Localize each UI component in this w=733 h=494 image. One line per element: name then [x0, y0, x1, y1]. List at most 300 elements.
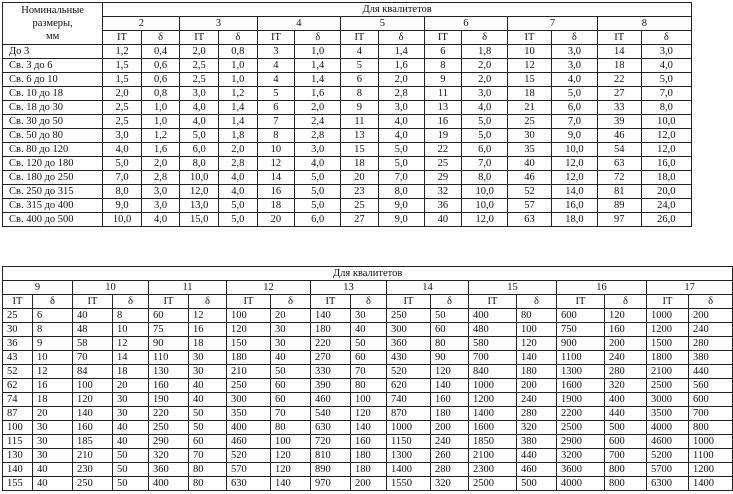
- it-value-cell: 4000: [557, 477, 605, 491]
- delta-column-header: δ: [33, 295, 73, 309]
- it-column-header: IT: [508, 31, 552, 45]
- delta-value-cell: 380: [689, 351, 733, 365]
- grade-header: 14: [387, 281, 469, 295]
- size-range-cell: Св. 120 до 180: [3, 157, 103, 171]
- it-value-cell: 10,0: [103, 213, 142, 227]
- it-value-cell: 1400: [387, 463, 431, 477]
- delta-value-cell: 1,4: [219, 115, 258, 129]
- it-value-cell: 20: [341, 171, 379, 185]
- delta-value-cell: 240: [517, 393, 557, 407]
- grade-group-header: Для квалитетов: [103, 3, 692, 17]
- it-value-cell: 2500: [557, 421, 605, 435]
- it-value-cell: 8,0: [103, 185, 142, 199]
- table-row: [3, 365, 733, 379]
- delta-value-cell: 80: [271, 421, 311, 435]
- size-range-cell: Св. 6 до 10: [3, 73, 103, 87]
- delta-column-header: δ: [141, 31, 180, 45]
- it-value-cell: 18: [257, 199, 295, 213]
- it-value-cell: 700: [469, 351, 517, 365]
- it-value-cell: 33: [597, 101, 641, 115]
- grade-header: 10: [73, 281, 149, 295]
- delta-value-cell: 10,0: [462, 185, 508, 199]
- grade-header: 11: [149, 281, 227, 295]
- table-row: [3, 435, 733, 449]
- it-value-cell: 6300: [647, 477, 689, 491]
- delta-value-cell: 160: [605, 323, 647, 337]
- delta-value-cell: 4,0: [462, 101, 508, 115]
- delta-value-cell: 2,8: [141, 171, 180, 185]
- it-value-cell: 740: [387, 393, 431, 407]
- it-value-cell: 3200: [557, 449, 605, 463]
- it-value-cell: 2100: [647, 365, 689, 379]
- grade-header: 4: [257, 17, 340, 31]
- header-row-subcolumns: [3, 31, 692, 45]
- size-range-cell: Св. 50 до 80: [3, 129, 103, 143]
- header-row-group: [3, 3, 692, 17]
- delta-value-cell: 80: [189, 477, 227, 491]
- it-value-cell: 10: [508, 45, 552, 59]
- delta-value-cell: 280: [689, 337, 733, 351]
- delta-value-cell: 10: [33, 351, 73, 365]
- it-value-cell: 870: [387, 407, 431, 421]
- delta-value-cell: 200: [605, 337, 647, 351]
- it-value-cell: 250: [387, 309, 431, 323]
- delta-value-cell: 600: [605, 435, 647, 449]
- delta-value-cell: 60: [431, 323, 469, 337]
- it-value-cell: 970: [311, 477, 351, 491]
- it-value-cell: 14: [257, 171, 295, 185]
- it-value-cell: 1400: [469, 407, 517, 421]
- it-value-cell: 10: [257, 143, 295, 157]
- grade-header: 5: [341, 17, 424, 31]
- delta-value-cell: 100: [271, 435, 311, 449]
- it-value-cell: 1800: [647, 351, 689, 365]
- size-range-cell: Св. 180 до 250: [3, 171, 103, 185]
- delta-value-cell: 4,0: [641, 59, 691, 73]
- it-value-cell: 27: [597, 87, 641, 101]
- tolerance-table-grades-2-8: [2, 2, 692, 227]
- delta-value-cell: 50: [351, 337, 387, 351]
- delta-value-cell: 80: [189, 463, 227, 477]
- size-range-cell: Св. 315 до 400: [3, 199, 103, 213]
- it-value-cell: 1600: [469, 421, 517, 435]
- delta-value-cell: 320: [517, 421, 557, 435]
- size-range-cell: Св. 10 до 18: [3, 87, 103, 101]
- it-value-cell: 2300: [469, 463, 517, 477]
- delta-value-cell: 440: [689, 365, 733, 379]
- delta-value-cell: 50: [271, 365, 311, 379]
- delta-value-cell: 4,0: [378, 115, 424, 129]
- size-range-cell: Св. 250 до 315: [3, 185, 103, 199]
- it-value-cell: 810: [311, 449, 351, 463]
- delta-value-cell: 16,0: [551, 199, 597, 213]
- it-value-cell: 400: [227, 421, 271, 435]
- it-value-cell: 360: [149, 463, 189, 477]
- delta-value-cell: 8,0: [378, 185, 424, 199]
- corner-label-line: Номинальные: [21, 5, 84, 16]
- delta-value-cell: 3,0: [141, 185, 180, 199]
- delta-value-cell: 1200: [689, 463, 733, 477]
- delta-value-cell: 16,0: [641, 157, 691, 171]
- delta-value-cell: 9,0: [378, 213, 424, 227]
- delta-value-cell: 5,0: [295, 171, 341, 185]
- it-value-cell: 60: [149, 309, 189, 323]
- it-column-header: IT: [387, 295, 431, 309]
- delta-value-cell: 120: [271, 449, 311, 463]
- delta-value-cell: 1,0: [219, 73, 258, 87]
- delta-value-cell: 80: [517, 309, 557, 323]
- delta-value-cell: 30: [351, 309, 387, 323]
- it-value-cell: 3,0: [103, 129, 142, 143]
- it-value-cell: 18: [341, 157, 379, 171]
- delta-value-cell: 500: [605, 421, 647, 435]
- delta-value-cell: 0,6: [141, 59, 180, 73]
- delta-value-cell: 6: [33, 309, 73, 323]
- it-value-cell: 12: [257, 157, 295, 171]
- it-value-cell: 5,0: [103, 157, 142, 171]
- it-value-cell: 12: [508, 59, 552, 73]
- delta-value-cell: 12,0: [641, 143, 691, 157]
- it-value-cell: 1150: [387, 435, 431, 449]
- delta-value-cell: 8: [113, 309, 149, 323]
- it-value-cell: 1000: [647, 309, 689, 323]
- it-value-cell: 9,0: [103, 199, 142, 213]
- it-value-cell: 220: [149, 407, 189, 421]
- delta-value-cell: 1,2: [219, 87, 258, 101]
- delta-value-cell: 180: [517, 365, 557, 379]
- delta-value-cell: 12,0: [551, 157, 597, 171]
- it-value-cell: 54: [597, 143, 641, 157]
- delta-value-cell: 9: [33, 337, 73, 351]
- it-value-cell: 7: [257, 115, 295, 129]
- it-value-cell: 2100: [469, 449, 517, 463]
- it-value-cell: 25: [424, 157, 462, 171]
- it-value-cell: 320: [149, 449, 189, 463]
- table-row: [3, 393, 733, 407]
- table-row: [3, 337, 733, 351]
- delta-value-cell: 7,0: [378, 171, 424, 185]
- it-value-cell: 220: [311, 337, 351, 351]
- delta-value-cell: 1,4: [219, 101, 258, 115]
- it-value-cell: 160: [73, 421, 113, 435]
- it-value-cell: 97: [597, 213, 641, 227]
- grade-header: 13: [311, 281, 387, 295]
- it-value-cell: 84: [73, 365, 113, 379]
- it-value-cell: 4: [257, 59, 295, 73]
- delta-value-cell: 8,0: [462, 171, 508, 185]
- delta-value-cell: 120: [517, 337, 557, 351]
- grade-group-header: Для квалитетов: [3, 267, 733, 281]
- delta-value-cell: 50: [431, 309, 469, 323]
- it-value-cell: 190: [149, 393, 189, 407]
- it-value-cell: 48: [73, 323, 113, 337]
- it-value-cell: 520: [387, 365, 431, 379]
- delta-value-cell: 3,0: [378, 101, 424, 115]
- size-range-cell: Св. 80 до 120: [3, 143, 103, 157]
- it-column-header: IT: [73, 295, 113, 309]
- delta-value-cell: 440: [605, 407, 647, 421]
- it-value-cell: 8: [341, 87, 379, 101]
- delta-value-cell: 5,0: [295, 199, 341, 213]
- it-value-cell: 155: [3, 477, 33, 491]
- it-value-cell: 750: [557, 323, 605, 337]
- delta-value-cell: 7,0: [551, 115, 597, 129]
- delta-value-cell: 1,4: [378, 45, 424, 59]
- it-value-cell: 46: [508, 171, 552, 185]
- delta-value-cell: 1100: [689, 449, 733, 463]
- it-value-cell: 180: [311, 323, 351, 337]
- it-value-cell: 4: [257, 73, 295, 87]
- it-value-cell: 43: [3, 351, 33, 365]
- delta-value-cell: 0,4: [141, 45, 180, 59]
- delta-value-cell: 2,8: [295, 129, 341, 143]
- delta-value-cell: 30: [271, 323, 311, 337]
- it-column-header: IT: [103, 31, 142, 45]
- it-value-cell: 40: [73, 309, 113, 323]
- it-column-header: IT: [557, 295, 605, 309]
- delta-value-cell: 50: [189, 407, 227, 421]
- it-column-header: IT: [227, 295, 271, 309]
- delta-value-cell: 120: [351, 407, 387, 421]
- delta-value-cell: 2,4: [295, 115, 341, 129]
- it-value-cell: 230: [73, 463, 113, 477]
- it-value-cell: 5200: [647, 449, 689, 463]
- delta-value-cell: 1000: [689, 435, 733, 449]
- delta-value-cell: 2,0: [462, 73, 508, 87]
- size-range-cell: До 3: [3, 45, 103, 59]
- delta-value-cell: 180: [431, 407, 469, 421]
- delta-value-cell: 50: [113, 449, 149, 463]
- header-row-subcolumns: [3, 295, 733, 309]
- delta-value-cell: 600: [689, 393, 733, 407]
- delta-value-cell: 1,0: [141, 115, 180, 129]
- table-row: [3, 477, 733, 491]
- delta-value-cell: 160: [431, 393, 469, 407]
- delta-value-cell: 4,0: [295, 157, 341, 171]
- delta-value-cell: 1,8: [462, 45, 508, 59]
- it-value-cell: 2500: [469, 477, 517, 491]
- it-value-cell: 3000: [647, 393, 689, 407]
- delta-value-cell: 200: [517, 379, 557, 393]
- delta-value-cell: 1,0: [141, 101, 180, 115]
- delta-value-cell: 20: [113, 379, 149, 393]
- delta-value-cell: 560: [689, 379, 733, 393]
- size-range-cell: Св. 30 до 50: [3, 115, 103, 129]
- it-value-cell: 1000: [469, 379, 517, 393]
- delta-value-cell: 20: [33, 407, 73, 421]
- it-value-cell: 58: [73, 337, 113, 351]
- delta-value-cell: 40: [33, 477, 73, 491]
- it-value-cell: 40: [508, 157, 552, 171]
- it-value-cell: 4: [341, 45, 379, 59]
- delta-value-cell: 18: [33, 393, 73, 407]
- delta-value-cell: 4,0: [378, 129, 424, 143]
- it-value-cell: 2,5: [180, 73, 219, 87]
- header-row-grades: [3, 281, 733, 295]
- it-value-cell: 300: [387, 323, 431, 337]
- delta-value-cell: 4,0: [219, 185, 258, 199]
- it-column-header: IT: [311, 295, 351, 309]
- delta-value-cell: 80: [351, 379, 387, 393]
- delta-value-cell: 5,0: [551, 87, 597, 101]
- it-value-cell: 2,5: [103, 115, 142, 129]
- it-value-cell: 4,0: [180, 115, 219, 129]
- it-value-cell: 9: [341, 101, 379, 115]
- table-row: [3, 185, 692, 199]
- delta-value-cell: 2,8: [219, 157, 258, 171]
- delta-value-cell: 14,0: [551, 185, 597, 199]
- delta-value-cell: 12,0: [551, 171, 597, 185]
- it-value-cell: 57: [508, 199, 552, 213]
- delta-value-cell: 70: [271, 407, 311, 421]
- table-row: [3, 407, 733, 421]
- delta-value-cell: 10,0: [551, 143, 597, 157]
- table-row: [3, 171, 692, 185]
- it-value-cell: 1300: [387, 449, 431, 463]
- delta-value-cell: 140: [431, 379, 469, 393]
- it-value-cell: 120: [227, 323, 271, 337]
- delta-value-cell: 5,0: [378, 157, 424, 171]
- it-value-cell: 250: [227, 379, 271, 393]
- delta-value-cell: 260: [431, 449, 469, 463]
- delta-value-cell: 380: [517, 435, 557, 449]
- delta-value-cell: 4,0: [219, 171, 258, 185]
- it-value-cell: 250: [149, 421, 189, 435]
- it-value-cell: 1900: [557, 393, 605, 407]
- delta-value-cell: 60: [351, 351, 387, 365]
- delta-value-cell: 280: [517, 407, 557, 421]
- it-value-cell: 210: [227, 365, 271, 379]
- table-row: [3, 115, 692, 129]
- delta-column-header: δ: [431, 295, 469, 309]
- delta-value-cell: 280: [431, 463, 469, 477]
- it-value-cell: 29: [424, 171, 462, 185]
- delta-column-header: δ: [113, 295, 149, 309]
- it-value-cell: 72: [597, 171, 641, 185]
- delta-value-cell: 800: [605, 477, 647, 491]
- delta-value-cell: 8: [33, 323, 73, 337]
- it-value-cell: 87: [3, 407, 33, 421]
- it-value-cell: 4000: [647, 421, 689, 435]
- delta-value-cell: 16: [33, 379, 73, 393]
- delta-value-cell: 18,0: [551, 213, 597, 227]
- it-value-cell: 10,0: [180, 171, 219, 185]
- it-value-cell: 9: [424, 73, 462, 87]
- delta-value-cell: 800: [689, 421, 733, 435]
- delta-value-cell: 3,0: [295, 143, 341, 157]
- it-value-cell: 460: [227, 435, 271, 449]
- it-value-cell: 6: [341, 73, 379, 87]
- table-row: [3, 309, 733, 323]
- delta-column-header: δ: [462, 31, 508, 45]
- delta-column-header: δ: [641, 31, 691, 45]
- table-row: [3, 129, 692, 143]
- delta-value-cell: 12,0: [462, 213, 508, 227]
- it-value-cell: 8: [257, 129, 295, 143]
- it-value-cell: 2200: [557, 407, 605, 421]
- it-value-cell: 100: [3, 421, 33, 435]
- it-value-cell: 21: [508, 101, 552, 115]
- delta-value-cell: 7,0: [641, 87, 691, 101]
- delta-value-cell: 700: [689, 407, 733, 421]
- it-value-cell: 15: [341, 143, 379, 157]
- it-value-cell: 5700: [647, 463, 689, 477]
- delta-value-cell: 200: [689, 309, 733, 323]
- it-value-cell: 90: [149, 337, 189, 351]
- table-row: [3, 421, 733, 435]
- it-value-cell: 520: [227, 449, 271, 463]
- delta-value-cell: 120: [431, 365, 469, 379]
- it-value-cell: 2,5: [180, 59, 219, 73]
- tolerance-table-grades-9-17: [2, 266, 733, 491]
- delta-value-cell: 12: [113, 337, 149, 351]
- it-value-cell: 63: [597, 157, 641, 171]
- delta-value-cell: 9,0: [551, 129, 597, 143]
- delta-value-cell: 120: [271, 463, 311, 477]
- delta-value-cell: 90: [431, 351, 469, 365]
- grade-header: 17: [647, 281, 733, 295]
- grade-header: 7: [508, 17, 598, 31]
- it-value-cell: 270: [311, 351, 351, 365]
- delta-value-cell: 0,8: [141, 87, 180, 101]
- it-value-cell: 3,0: [180, 87, 219, 101]
- it-value-cell: 15,0: [180, 213, 219, 227]
- it-value-cell: 480: [469, 323, 517, 337]
- delta-value-cell: 10,0: [462, 199, 508, 213]
- table-row: [3, 157, 692, 171]
- delta-value-cell: 1,0: [219, 59, 258, 73]
- table-row: [3, 73, 692, 87]
- it-value-cell: 890: [311, 463, 351, 477]
- delta-value-cell: 240: [689, 323, 733, 337]
- delta-value-cell: 7,0: [462, 157, 508, 171]
- delta-value-cell: 50: [113, 463, 149, 477]
- it-value-cell: 185: [73, 435, 113, 449]
- it-value-cell: 5,0: [180, 129, 219, 143]
- it-value-cell: 12,0: [180, 185, 219, 199]
- it-value-cell: 13: [424, 101, 462, 115]
- delta-value-cell: 10: [113, 323, 149, 337]
- it-value-cell: 1550: [387, 477, 431, 491]
- it-value-cell: 2500: [647, 379, 689, 393]
- delta-value-cell: 440: [517, 449, 557, 463]
- it-value-cell: 32: [424, 185, 462, 199]
- delta-value-cell: 140: [271, 477, 311, 491]
- it-value-cell: 25: [3, 309, 33, 323]
- delta-value-cell: 30: [271, 337, 311, 351]
- delta-value-cell: 20: [271, 309, 311, 323]
- delta-value-cell: 60: [189, 435, 227, 449]
- it-value-cell: 30: [508, 129, 552, 143]
- delta-value-cell: 40: [189, 393, 227, 407]
- delta-value-cell: 1,6: [378, 59, 424, 73]
- delta-column-header: δ: [219, 31, 258, 45]
- delta-value-cell: 320: [431, 477, 469, 491]
- delta-column-header: δ: [351, 295, 387, 309]
- it-value-cell: 20: [257, 213, 295, 227]
- delta-value-cell: 3,0: [551, 45, 597, 59]
- it-value-cell: 36: [3, 337, 33, 351]
- it-value-cell: 3600: [557, 463, 605, 477]
- it-value-cell: 140: [3, 463, 33, 477]
- it-value-cell: 3500: [647, 407, 689, 421]
- delta-column-header: δ: [689, 295, 733, 309]
- delta-value-cell: 8,0: [641, 101, 691, 115]
- delta-value-cell: 40: [271, 351, 311, 365]
- it-value-cell: 7,0: [103, 171, 142, 185]
- delta-value-cell: 240: [431, 435, 469, 449]
- delta-value-cell: 460: [517, 463, 557, 477]
